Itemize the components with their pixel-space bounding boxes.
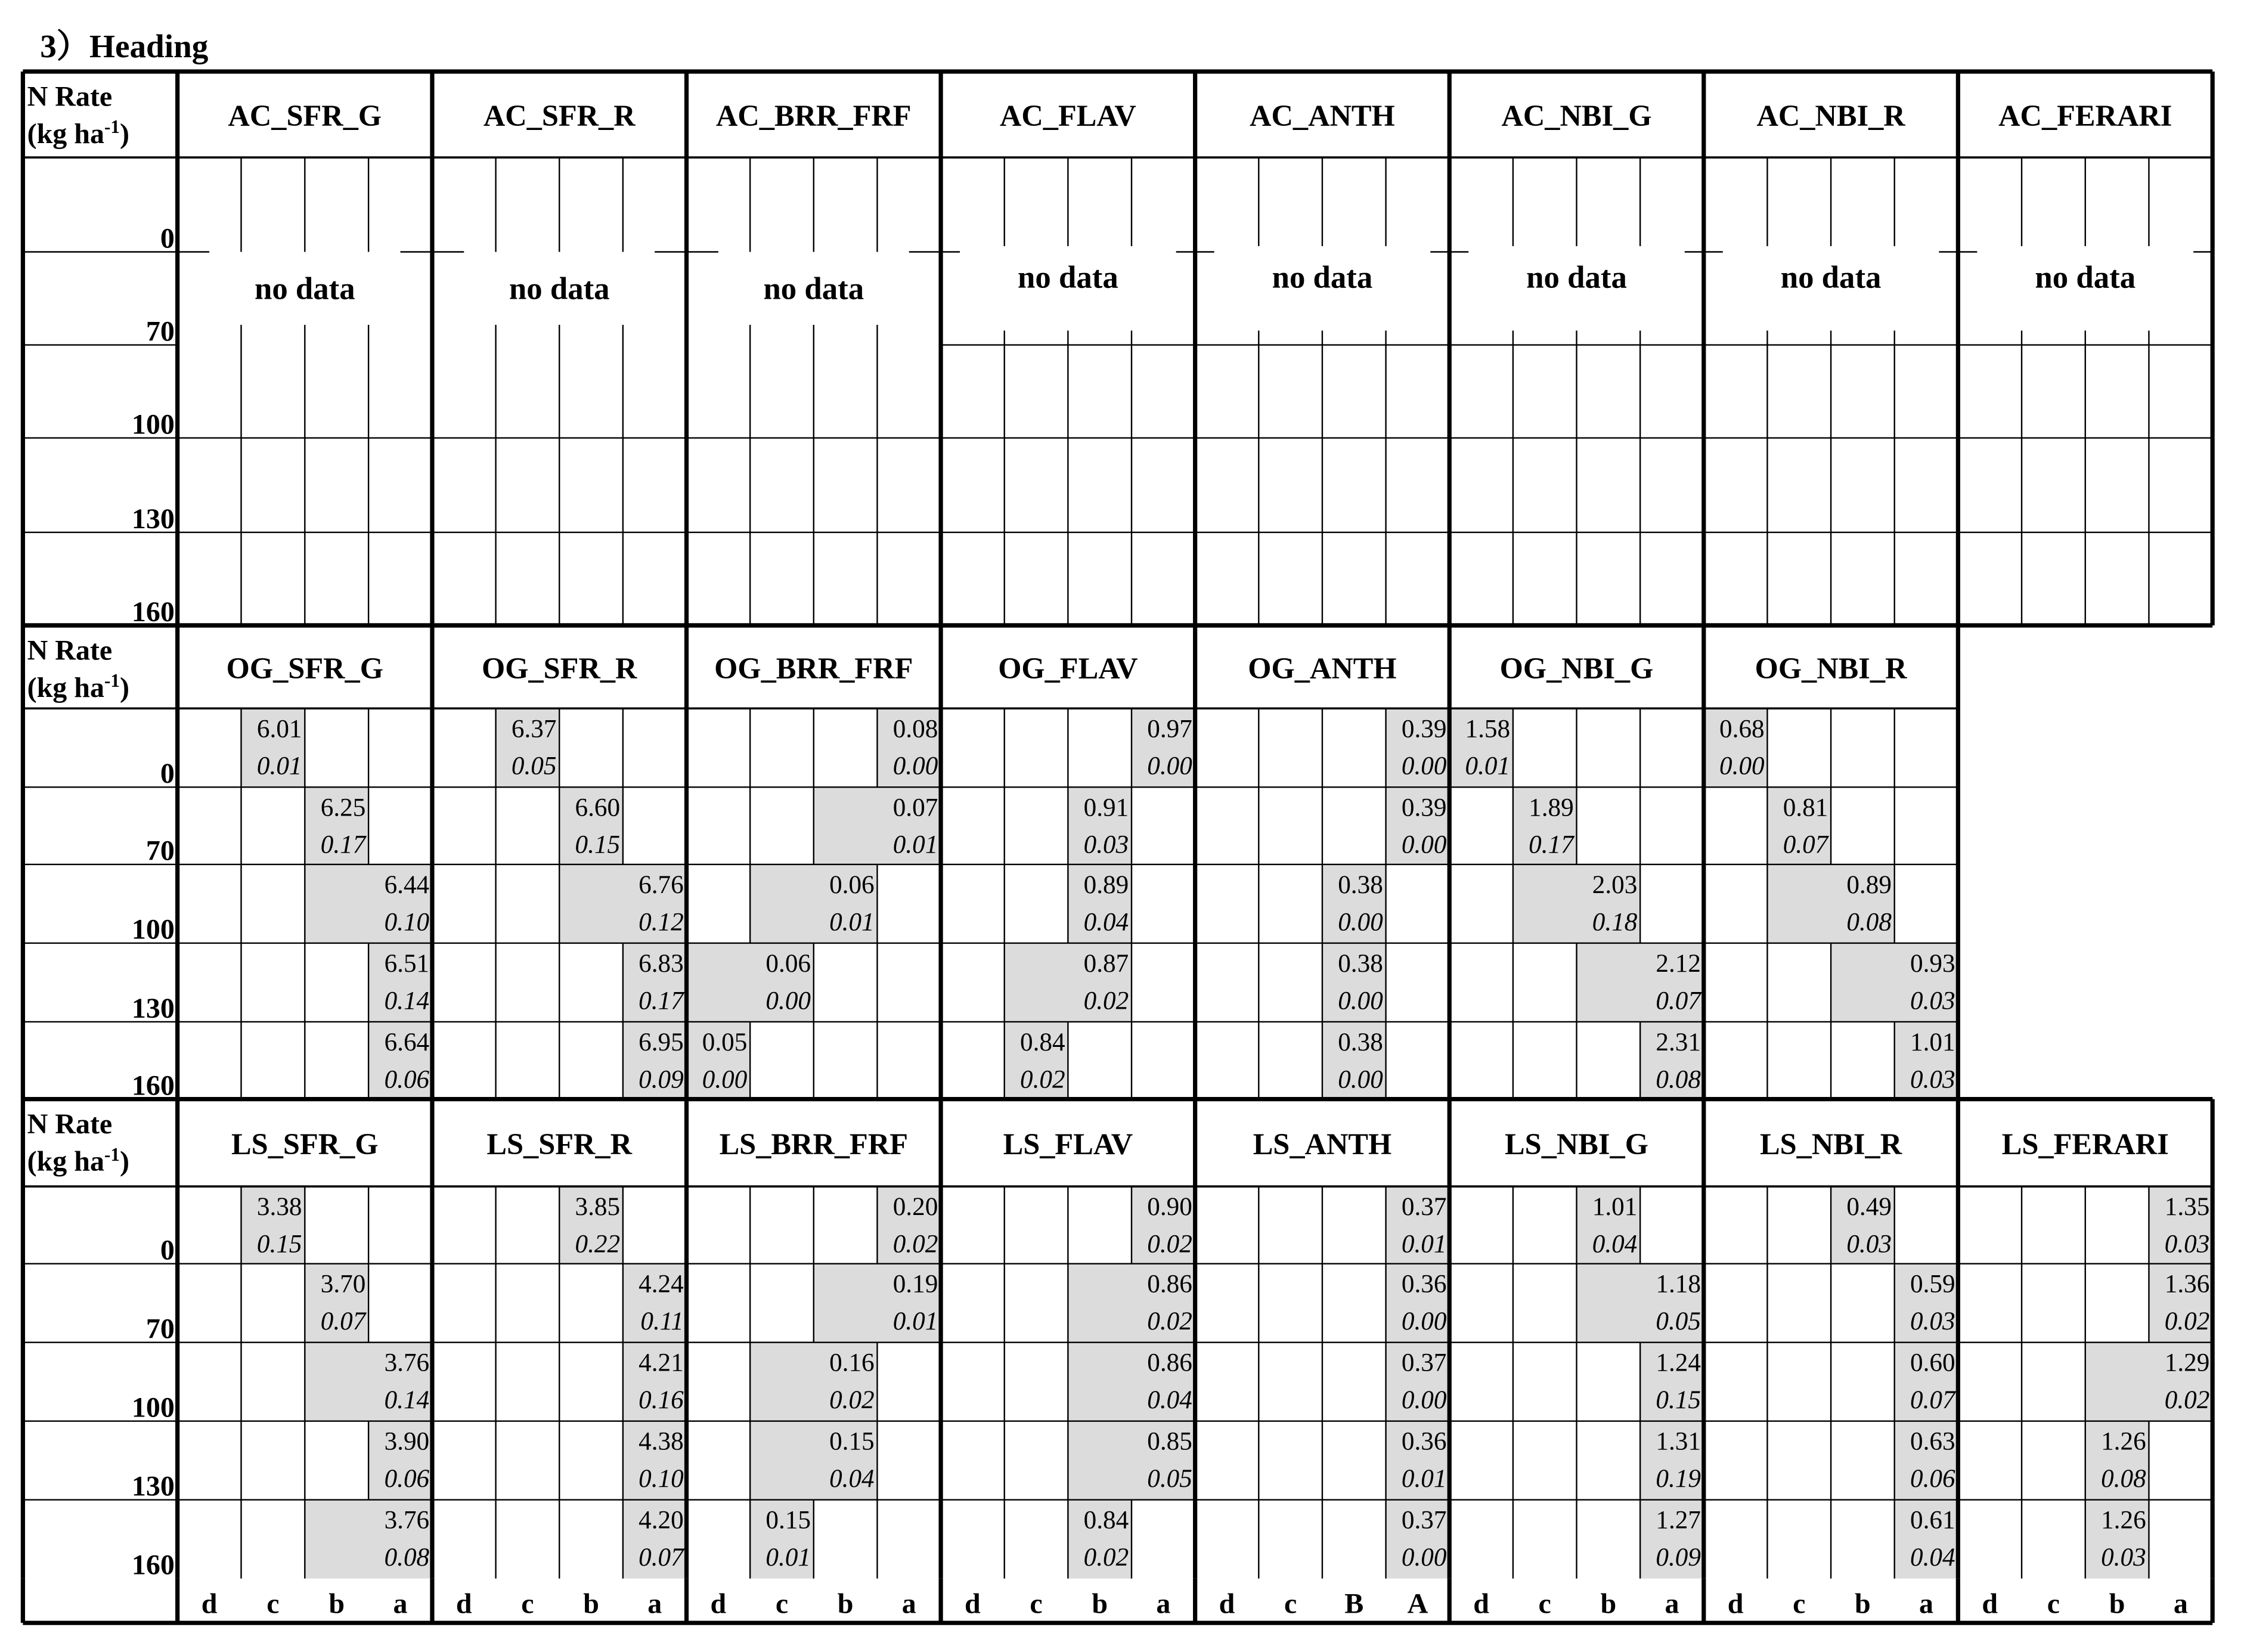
index-header: OG_SFR_R — [482, 651, 637, 685]
se-value: 0.17 — [639, 987, 684, 1015]
se-value: 0.02 — [2164, 1307, 2210, 1336]
footer-letter: b — [328, 1588, 345, 1620]
index-header: LS_FLAV — [1003, 1127, 1133, 1161]
se-value: 0.07 — [1910, 1386, 1955, 1415]
index-header: LS_NBI_G — [1505, 1127, 1648, 1161]
mean-value: 2.12 — [1656, 949, 1701, 978]
n-rate-unit: (kg $ha^{-1}$) — [27, 1143, 129, 1177]
se-value: 0.10 — [384, 908, 430, 937]
n-rate-value: 100 — [131, 1391, 175, 1424]
n-rate-value: 160 — [131, 1549, 175, 1581]
se-value: 0.01 — [1401, 1230, 1447, 1259]
mean-value: 0.06 — [829, 870, 875, 899]
se-value: 0.18 — [1592, 908, 1638, 937]
se-value: 0.03 — [2164, 1230, 2210, 1259]
mean-value: 6.76 — [639, 870, 684, 899]
mean-value: 0.38 — [1338, 949, 1383, 978]
mean-value: 1.29 — [2164, 1349, 2210, 1377]
se-value: 0.03 — [1910, 1307, 1955, 1336]
se-value: 0.03 — [1910, 1065, 1955, 1094]
mean-value: 4.24 — [639, 1270, 684, 1298]
footer-letter: c — [775, 1588, 789, 1620]
mean-value: 3.76 — [384, 1349, 430, 1377]
mean-value: 1.26 — [2101, 1506, 2146, 1535]
se-value: 0.05 — [1656, 1307, 1701, 1336]
se-value: 0.15 — [575, 830, 621, 859]
mean-value: 0.15 — [829, 1427, 875, 1456]
mean-value: 2.03 — [1592, 870, 1638, 899]
se-value: 0.02 — [1083, 987, 1129, 1015]
index-header: OG_SFR_G — [226, 651, 383, 685]
se-value: 0.02 — [892, 1230, 938, 1259]
mean-value: 0.49 — [1846, 1193, 1892, 1222]
index-header: AC_BRR_FRF — [715, 99, 912, 133]
mean-value: 6.01 — [256, 715, 302, 743]
n-rate-unit: (kg $ha^{-1}$) — [27, 116, 129, 150]
mean-value: 0.86 — [1147, 1270, 1192, 1298]
n-rate-label: N Rate — [27, 1108, 113, 1140]
se-value: 0.17 — [320, 830, 366, 859]
mean-value: 3.90 — [384, 1427, 430, 1456]
mean-value: 0.89 — [1083, 870, 1129, 899]
footer-letter: d — [1727, 1588, 1744, 1620]
mean-value: 0.39 — [1401, 715, 1447, 743]
index-header: AC_SFR_G — [228, 99, 382, 133]
se-value: 0.06 — [384, 1465, 430, 1493]
se-value: 0.08 — [2101, 1465, 2146, 1493]
footer-letter: d — [1219, 1588, 1235, 1620]
footer-letter: d — [201, 1588, 218, 1620]
index-header: AC_NBI_R — [1756, 99, 1905, 133]
se-value: 0.02 — [1083, 1543, 1129, 1572]
mean-value: 4.21 — [639, 1349, 684, 1377]
se-value: 0.01 — [1401, 1465, 1447, 1493]
mean-value: 6.83 — [639, 949, 684, 978]
mean-value: 0.06 — [765, 949, 811, 978]
se-value: 0.04 — [1083, 908, 1129, 937]
se-value: 0.00 — [1401, 1386, 1447, 1415]
se-value: 0.00 — [1338, 987, 1383, 1015]
se-value: 0.16 — [639, 1386, 684, 1415]
n-rate-value: 70 — [145, 835, 175, 867]
mean-value: 1.18 — [1656, 1270, 1701, 1298]
index-header: OG_FLAV — [998, 651, 1138, 685]
n-rate-value: 160 — [131, 596, 175, 628]
se-value: 0.08 — [384, 1543, 430, 1572]
index-header: AC_FLAV — [1000, 99, 1136, 133]
mean-value: 0.93 — [1910, 949, 1955, 978]
footer-letter: d — [455, 1588, 472, 1620]
footer-letter: c — [266, 1588, 280, 1620]
footer-letter: c — [1284, 1588, 1297, 1620]
index-header: OG_BRR_FRF — [714, 651, 913, 685]
se-value: 0.06 — [1910, 1465, 1955, 1493]
se-value: 0.02 — [1147, 1230, 1192, 1259]
se-value: 0.00 — [1147, 752, 1192, 780]
se-value: 0.07 — [639, 1543, 684, 1572]
se-value: 0.09 — [639, 1065, 684, 1094]
mean-value: 1.26 — [2101, 1427, 2146, 1456]
mean-value: 0.20 — [892, 1193, 938, 1222]
no-data-label: no data — [763, 271, 864, 306]
mean-value: 0.86 — [1147, 1349, 1192, 1377]
mean-value: 0.36 — [1401, 1270, 1447, 1298]
n-rate-value: 0 — [160, 222, 175, 255]
footer-letter: B — [1344, 1588, 1364, 1620]
se-value: 0.01 — [1465, 752, 1511, 780]
se-value: 0.17 — [1529, 830, 1574, 859]
mean-value: 0.81 — [1783, 794, 1828, 822]
footer-letter: a — [2173, 1588, 2188, 1620]
mean-value: 3.38 — [256, 1193, 302, 1222]
footer-letter: a — [901, 1588, 916, 1620]
se-value: 0.00 — [892, 752, 938, 780]
mean-value: 0.97 — [1147, 715, 1192, 743]
mean-value: 0.85 — [1147, 1427, 1192, 1456]
index-header: OG_NBI_R — [1755, 651, 1907, 685]
mean-value: 0.07 — [892, 794, 938, 822]
mean-value: 0.37 — [1401, 1349, 1447, 1377]
se-value: 0.19 — [1656, 1465, 1701, 1493]
no-data-label: no data — [254, 271, 355, 306]
se-value: 0.07 — [1656, 987, 1701, 1015]
mean-value: 6.51 — [384, 949, 430, 978]
se-value: 0.03 — [1846, 1230, 1892, 1259]
index-header: LS_SFR_R — [486, 1127, 633, 1161]
footer-letter: a — [647, 1588, 662, 1620]
se-value: 0.02 — [1019, 1065, 1065, 1094]
footer-letter: a — [1919, 1588, 1934, 1620]
se-value: 0.03 — [1083, 830, 1129, 859]
footer-letter: b — [2109, 1588, 2125, 1620]
mean-value: 0.05 — [702, 1028, 748, 1056]
mean-value: 0.37 — [1401, 1193, 1447, 1222]
se-value: 0.00 — [765, 987, 811, 1015]
se-value: 0.15 — [256, 1230, 302, 1259]
mean-value: 0.63 — [1910, 1427, 1955, 1456]
no-data-label: no data — [1780, 260, 1882, 295]
footer-letter: d — [965, 1588, 981, 1620]
index-header: AC_SFR_R — [483, 99, 636, 133]
se-value: 0.15 — [1656, 1386, 1701, 1415]
footer-letter: c — [2047, 1588, 2060, 1620]
n-rate-label: N Rate — [27, 634, 113, 667]
mean-value: 0.90 — [1147, 1193, 1192, 1222]
mean-value: 1.58 — [1465, 715, 1511, 743]
footer-letter: b — [583, 1588, 599, 1620]
mean-value: 0.36 — [1401, 1427, 1447, 1456]
mean-value: 6.37 — [511, 715, 557, 743]
footer-letter: b — [1855, 1588, 1871, 1620]
n-rate-value: 160 — [131, 1070, 175, 1102]
se-value: 0.14 — [384, 987, 430, 1015]
mean-value: 0.60 — [1910, 1349, 1955, 1377]
mean-value: 6.60 — [575, 794, 621, 822]
footer-letter: a — [1156, 1588, 1171, 1620]
se-value: 0.07 — [320, 1307, 366, 1336]
mean-value: 6.44 — [384, 870, 430, 899]
mean-value: 1.01 — [1910, 1028, 1955, 1056]
mean-value: 3.85 — [575, 1193, 621, 1222]
index-header: LS_SFR_G — [231, 1127, 379, 1161]
se-value: 0.04 — [829, 1465, 875, 1493]
se-value: 0.00 — [1338, 908, 1383, 937]
se-value: 0.00 — [1719, 752, 1765, 780]
index-header: LS_ANTH — [1253, 1127, 1392, 1161]
se-value: 0.01 — [892, 830, 938, 859]
no-data-label: no data — [1018, 260, 1118, 295]
mean-value: 6.64 — [384, 1028, 430, 1056]
n-rate-label: N Rate — [27, 80, 113, 113]
mean-value: 3.70 — [320, 1270, 366, 1298]
se-value: 0.00 — [1401, 830, 1447, 859]
index-header: OG_NBI_G — [1499, 651, 1654, 685]
se-value: 0.07 — [1783, 830, 1828, 859]
se-value: 0.12 — [639, 908, 684, 937]
footer-letter: d — [710, 1588, 727, 1620]
mean-value: 0.38 — [1338, 870, 1383, 899]
se-value: 0.02 — [1147, 1307, 1192, 1336]
se-value: 0.08 — [1846, 908, 1892, 937]
mean-value: 0.61 — [1910, 1506, 1955, 1535]
se-value: 0.11 — [640, 1307, 684, 1336]
index-header: OG_ANTH — [1248, 651, 1397, 685]
index-header: AC_ANTH — [1250, 99, 1395, 133]
mean-value: 0.15 — [765, 1506, 811, 1535]
mean-value: 4.38 — [639, 1427, 684, 1456]
mean-value: 1.89 — [1529, 794, 1574, 822]
footer-letter: c — [521, 1588, 534, 1620]
mean-value: 0.08 — [892, 715, 938, 743]
n-rate-value: 0 — [160, 758, 175, 790]
mean-value: 0.84 — [1019, 1028, 1065, 1056]
se-value: 0.03 — [2101, 1543, 2146, 1572]
se-value: 0.00 — [1338, 1065, 1383, 1094]
mean-value: 0.84 — [1083, 1506, 1129, 1535]
mean-value: 0.19 — [892, 1270, 938, 1298]
se-value: 0.01 — [256, 752, 302, 780]
mean-value: 1.01 — [1592, 1193, 1638, 1222]
mean-value: 2.31 — [1656, 1028, 1701, 1056]
mean-value: 3.76 — [384, 1506, 430, 1535]
mean-value: 6.95 — [639, 1028, 684, 1056]
mean-value: 0.38 — [1338, 1028, 1383, 1056]
se-value: 0.04 — [1147, 1386, 1192, 1415]
se-value: 0.03 — [1910, 987, 1955, 1015]
mean-value: 6.25 — [320, 794, 366, 822]
se-value: 0.10 — [639, 1465, 684, 1493]
footer-letter: c — [1538, 1588, 1551, 1620]
n-rate-value: 70 — [145, 1313, 175, 1345]
n-rate-value: 0 — [160, 1234, 175, 1266]
figure-title: 3）Heading — [40, 28, 209, 65]
footer-letter: b — [1092, 1588, 1108, 1620]
n-rate-value: 100 — [131, 913, 175, 946]
mean-value: 1.36 — [2164, 1270, 2210, 1298]
mean-value: 1.27 — [1656, 1506, 1701, 1535]
se-value: 0.05 — [1147, 1465, 1192, 1493]
footer-letter: d — [1982, 1588, 1998, 1620]
se-value: 0.09 — [1656, 1543, 1701, 1572]
se-value: 0.04 — [1592, 1230, 1638, 1259]
se-value: 0.14 — [384, 1386, 430, 1415]
se-value: 0.06 — [384, 1065, 430, 1094]
mean-value: 0.87 — [1083, 949, 1129, 978]
index-header: LS_FERARI — [2001, 1127, 2169, 1161]
footer-letter: a — [393, 1588, 408, 1620]
se-value: 0.05 — [511, 752, 557, 780]
mean-value: 0.16 — [829, 1349, 875, 1377]
se-value: 0.02 — [2164, 1386, 2210, 1415]
footer-letter: c — [1030, 1588, 1043, 1620]
mean-value: 0.59 — [1910, 1270, 1955, 1298]
no-data-label: no data — [1272, 260, 1373, 295]
mean-value: 0.91 — [1083, 794, 1129, 822]
n-rate-value: 130 — [131, 992, 175, 1024]
se-value: 0.00 — [1401, 752, 1447, 780]
se-value: 0.08 — [1656, 1065, 1701, 1094]
se-value: 0.01 — [765, 1543, 811, 1572]
index-header: LS_BRR_FRF — [719, 1127, 909, 1161]
n-rate-unit: (kg $ha^{-1}$) — [27, 670, 129, 704]
se-value: 0.00 — [702, 1065, 748, 1094]
footer-letter: A — [1407, 1588, 1428, 1620]
mean-value: 0.68 — [1719, 715, 1765, 743]
se-value: 0.22 — [575, 1230, 621, 1259]
footer-letter: d — [1473, 1588, 1489, 1620]
footer-letter: b — [837, 1588, 854, 1620]
se-value: 0.00 — [1401, 1543, 1447, 1572]
index-header: LS_NBI_R — [1760, 1127, 1902, 1161]
se-value: 0.01 — [829, 908, 875, 937]
index-header: AC_FERARI — [1998, 99, 2172, 133]
mean-value: 1.35 — [2164, 1193, 2210, 1222]
footer-letter: b — [1600, 1588, 1617, 1620]
no-data-label: no data — [509, 271, 610, 306]
mean-value: 0.39 — [1401, 794, 1447, 822]
footer-letter: c — [1793, 1588, 1806, 1620]
no-data-label: no data — [2035, 260, 2136, 295]
n-rate-value: 100 — [131, 408, 175, 441]
no-data-label: no data — [1526, 260, 1627, 295]
n-rate-value: 130 — [131, 503, 175, 535]
index-header: AC_NBI_G — [1501, 99, 1652, 133]
mean-value: 0.89 — [1846, 870, 1892, 899]
se-value: 0.00 — [1401, 1307, 1447, 1336]
n-rate-value: 70 — [145, 315, 175, 348]
mean-value: 0.37 — [1401, 1506, 1447, 1535]
footer-letter: a — [1665, 1588, 1679, 1620]
mean-value: 1.24 — [1656, 1349, 1701, 1377]
se-value: 0.01 — [892, 1307, 938, 1336]
se-value: 0.04 — [1910, 1543, 1955, 1572]
mean-value: 4.20 — [639, 1506, 684, 1535]
n-rate-value: 130 — [131, 1470, 175, 1502]
se-value: 0.02 — [829, 1386, 875, 1415]
mean-value: 1.31 — [1656, 1427, 1701, 1456]
